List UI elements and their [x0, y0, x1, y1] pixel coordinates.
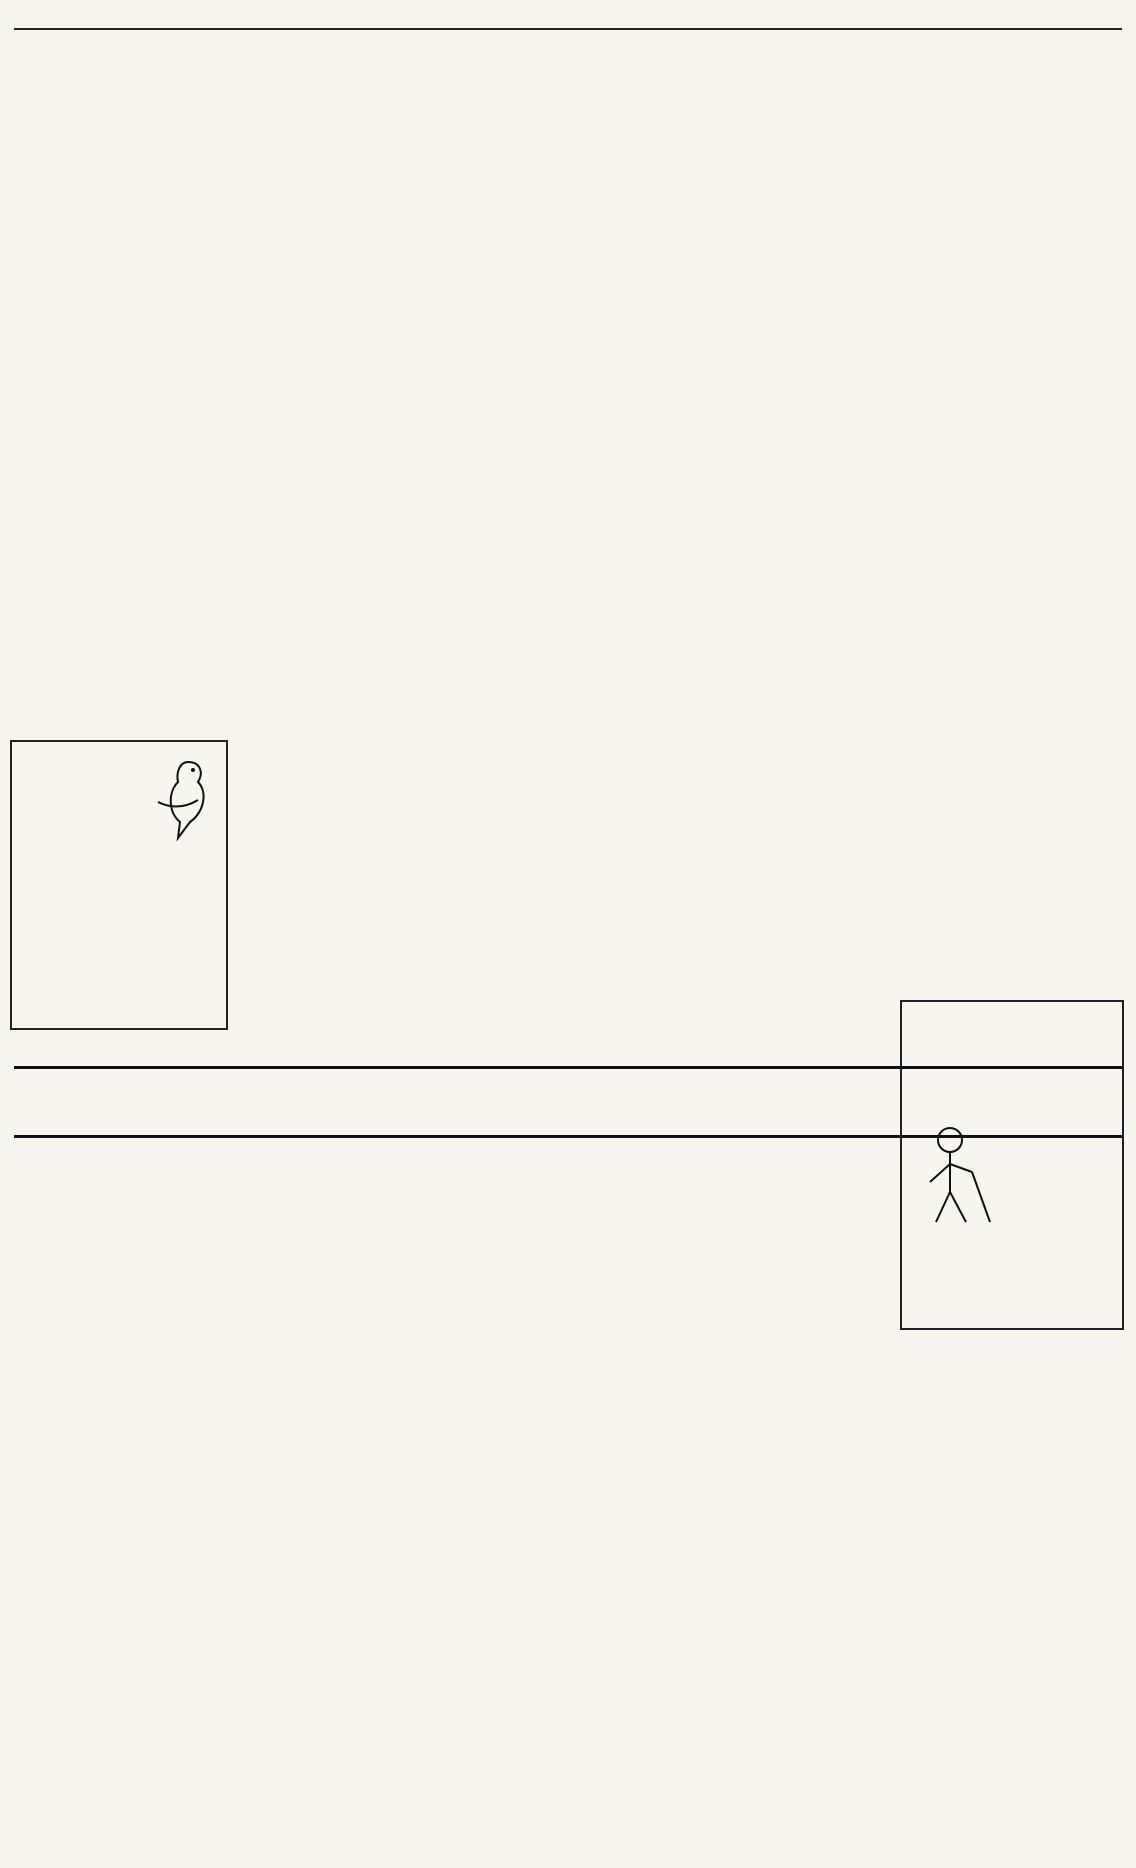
home-service-guide-banner [14, 1066, 1122, 1138]
service-guide-section [10, 1142, 1126, 1864]
pets-particulars-ad [10, 740, 228, 1030]
parrot-icon [138, 752, 218, 842]
bluegrass-phones [908, 1016, 1116, 1019]
page-header [14, 8, 1122, 30]
